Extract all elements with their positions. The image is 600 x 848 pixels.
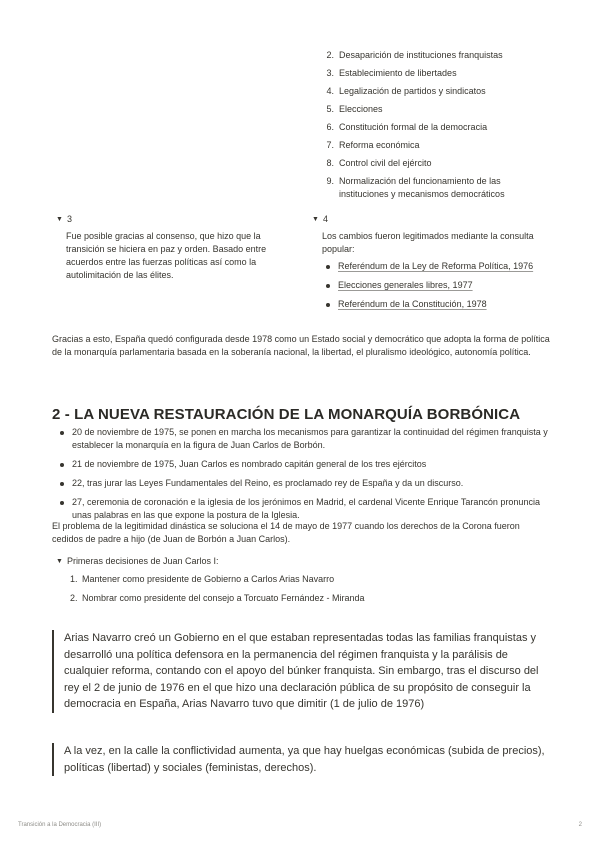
list-text: Constitución formal de la democracia xyxy=(339,122,488,133)
toggle-4-label: 4 xyxy=(322,214,328,224)
decisions-list xyxy=(56,573,546,605)
list-number: 1. xyxy=(70,574,78,585)
bullet-dot-icon xyxy=(60,431,64,435)
list-text: Elecciones xyxy=(339,104,383,115)
triangle-down-icon[interactable]: ▼ xyxy=(56,216,63,224)
list-item xyxy=(70,573,546,586)
list-item xyxy=(70,592,546,605)
list-item xyxy=(322,157,522,170)
toggle-block-4 xyxy=(312,213,552,317)
list-item xyxy=(322,298,552,311)
quote-2-text: A la vez, en la calle la conflictividad aumenta, ya que hay huelgas económicas (subida de precios), políticas (libertad) y sociales (feministas, derechos). xyxy=(64,745,545,774)
list-text: Reforma económica xyxy=(339,140,420,151)
list-text: Control civil del ejército xyxy=(339,158,432,169)
decisions-toggle xyxy=(56,555,546,611)
list-item xyxy=(322,260,552,273)
quote-arias-navarro xyxy=(52,630,552,713)
bullet-dot-icon xyxy=(326,265,330,269)
bullet-text: 21 de noviembre de 1975, Juan Carlos es nombrado capitán general de los tres ejércitos xyxy=(72,459,427,470)
quote-conflictividad xyxy=(52,743,552,776)
list-item xyxy=(322,279,552,292)
toggle-4-header[interactable] xyxy=(312,213,552,226)
list-number: 3. xyxy=(326,68,334,79)
list-item xyxy=(56,426,550,452)
quote-1-text: Arias Navarro creó un Gobierno en el que estaban representadas todas las familias franquistas y desarrolló una política defensora en la permanencia del régimen franquista y la parálisis de cualquier reforma, contando con el apoyo del búnker franquista. Sin embargo, tras el discurso del rey el 2 de junio de 1976 en el que hizo una declaración pública de su propósito de conseguir la democracia en España, Arias Navarro tuvo que dimitir (1 de julio de 1976) xyxy=(64,632,539,710)
list-number: 2. xyxy=(70,593,78,604)
bullet-text: 20 de noviembre de 1975, se ponen en marcha los mecanismos para garantizar la continuidad del régimen franquista y establecer la monarquía en la figura de Juan Carlos de Borbón. xyxy=(72,427,548,451)
list-number: 7. xyxy=(326,140,334,151)
list-number: 5. xyxy=(326,104,334,115)
list-item xyxy=(56,496,550,522)
list-number: 9. xyxy=(326,176,334,187)
footer-title: Transición a la Democracia (III) xyxy=(18,822,102,828)
intro-paragraph: Gracias a esto, España quedó configurada desde 1978 como un Estado social y democrático que adopta la forma de política de la monarquía parlamentaria basada en la soberanía nacional, la libertad, el pluralismo ideológico, autonomía política. xyxy=(52,334,550,358)
toggle-3-header[interactable] xyxy=(56,213,278,226)
footer-page-number: 2 xyxy=(578,822,582,828)
list-item xyxy=(322,175,522,201)
link-elecciones-1977[interactable]: Elecciones generales libres, 1977 xyxy=(338,280,473,291)
list-text: Desaparición de instituciones franquistas xyxy=(339,50,503,60)
list-text: Legalización de partidos y sindicatos xyxy=(339,86,486,97)
decisions-toggle-header[interactable] xyxy=(56,555,546,568)
bullet-dot-icon xyxy=(326,303,330,307)
bullet-dot-icon xyxy=(60,501,64,505)
toggle-4-text: Los cambios fueron legitimados mediante la consulta popular: xyxy=(322,231,534,255)
referendum-links xyxy=(312,260,552,311)
bullet-text: 22, tras jurar las Leyes Fundamentales del Reino, es proclamado rey de España y da un discurso. xyxy=(72,478,464,489)
numbered-list-top xyxy=(322,49,522,206)
decisions-label: Primeras decisiones de Juan Carlos I: xyxy=(66,556,219,566)
bullet-dot-icon xyxy=(60,482,64,486)
list-text: Mantener como presidente de Gobierno a Carlos Arias Navarro xyxy=(82,574,335,585)
toggle-3-text: Fue posible gracias al consenso, que hizo que la transición se hiciera en paz y orden. Basado entre acuerdos entre las fuerzas políticas así como la autolimitación de las élites. xyxy=(66,231,267,281)
list-item xyxy=(56,458,550,471)
triangle-down-icon[interactable]: ▼ xyxy=(312,216,319,224)
list-text: Establecimiento de libertades xyxy=(339,68,457,79)
list-item xyxy=(322,103,522,116)
list-number: 2. xyxy=(326,50,334,60)
list-item xyxy=(322,49,522,62)
section-bullets xyxy=(56,426,550,528)
list-text: Nombrar como presidente del consejo a Torcuato Fernández - Miranda xyxy=(82,593,365,604)
list-text: Normalización del funcionamiento de las instituciones y mecanismos democráticos xyxy=(339,176,505,200)
toggle-3-label: 3 xyxy=(66,214,72,224)
list-item xyxy=(322,85,522,98)
legitimacy-paragraph: El problema de la legitimidad dinástica se soluciona el 14 de mayo de 1977 cuando los derechos de la Corona fueron cedidos de padre a hijo (de Juan de Borbón a Juan Carlos). xyxy=(52,521,520,545)
list-number: 6. xyxy=(326,122,334,133)
list-item xyxy=(322,67,522,80)
list-number: 8. xyxy=(326,158,334,169)
bullet-text: 27, ceremonia de coronación e la iglesia de los jerónimos en Madrid, el cardenal Vicente Enrique Tarancón pronuncia unas palabras en las que expone la postura de la Iglesia. xyxy=(72,497,540,521)
section-heading: 2 - LA NUEVA RESTAURACIÓN DE LA MONARQUÍA BORBÓNICA xyxy=(52,406,521,423)
list-item xyxy=(56,477,550,490)
bullet-dot-icon xyxy=(326,284,330,288)
triangle-down-icon[interactable]: ▼ xyxy=(56,558,63,566)
link-referendum-constitucion[interactable]: Referéndum de la Constitución, 1978 xyxy=(338,299,487,310)
list-number: 4. xyxy=(326,86,334,97)
toggle-block-3 xyxy=(56,213,278,282)
list-item xyxy=(322,139,522,152)
list-item xyxy=(322,121,522,134)
bullet-dot-icon xyxy=(60,463,64,467)
link-referendum-reforma[interactable]: Referéndum de la Ley de Reforma Política, 1976 xyxy=(338,261,534,272)
